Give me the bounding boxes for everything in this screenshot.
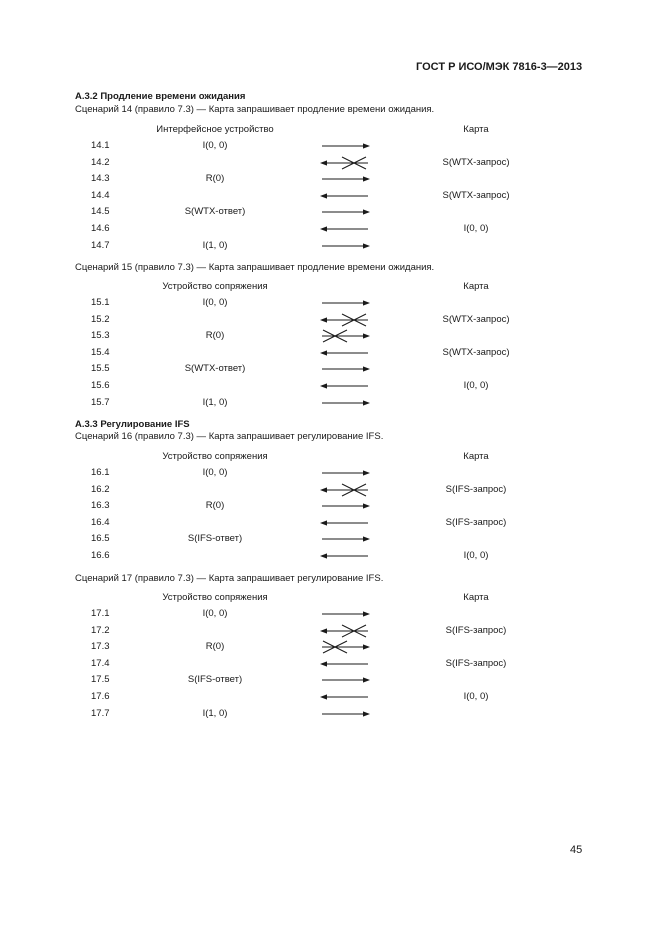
step-number: 14.4 — [91, 189, 110, 201]
step-number: 17.7 — [91, 707, 110, 719]
step-number: 14.6 — [91, 223, 110, 234]
interface-block: I(0, 0) — [202, 467, 228, 478]
scenario-title: Сценарий 14 (правило 7.3) — Карта запрашивает продление времени ожидания. — [75, 104, 435, 115]
interface-block: I(1, 0) — [202, 707, 228, 719]
step-number: 17.2 — [91, 624, 110, 636]
arrow-right-icon — [318, 702, 374, 726]
interface-block: S(IFS-ответ) — [187, 533, 243, 545]
interface-block: I(0, 0) — [202, 608, 228, 619]
scenario-title: Сценарий 15 (правило 7.3) — Карта запрашивает продление времени ожидания. — [75, 262, 435, 273]
step-number: 14.7 — [91, 239, 110, 251]
card-block: I(0, 0) — [463, 691, 489, 702]
step-number: 16.6 — [91, 550, 110, 561]
step-number: 14.5 — [91, 206, 110, 218]
step-number: 14.1 — [91, 140, 110, 151]
card-column-header: Карта — [463, 451, 489, 462]
card-block: S(WTX-запрос) — [442, 313, 510, 325]
step-number: 17.6 — [91, 691, 110, 702]
sequence-row — [0, 397, 661, 413]
card-column-header: Карта — [463, 124, 489, 135]
step-number: 14.2 — [91, 156, 110, 168]
arrow-right-icon — [318, 391, 374, 415]
card-block: I(0, 0) — [463, 223, 489, 234]
interface-block: I(1, 0) — [202, 239, 228, 251]
page-number: 45 — [570, 844, 583, 856]
card-block: I(0, 0) — [463, 550, 489, 561]
step-number: 15.7 — [91, 396, 110, 408]
scenario-title: Сценарий 17 (правило 7.3) — Карта запрашивает регулирование IFS. — [75, 573, 384, 584]
card-block: S(IFS-запрос) — [445, 624, 507, 636]
step-number: 15.3 — [91, 330, 110, 342]
step-number: 15.1 — [91, 297, 110, 308]
section-title: А.3.3 Регулирование IFS — [75, 419, 190, 430]
arrow-right-icon — [318, 234, 374, 258]
interface-block: R(0) — [205, 173, 225, 185]
interface-block: I(1, 0) — [202, 396, 228, 408]
step-number: 17.3 — [91, 641, 110, 653]
interface-column-header: Интерфейсное устройство — [156, 124, 274, 135]
card-block: S(IFS-запрос) — [445, 657, 507, 669]
step-number: 16.2 — [91, 483, 110, 495]
sequence-row — [0, 240, 661, 256]
scenario-title: Сценарий 16 (правило 7.3) — Карта запрашивает регулирование IFS. — [75, 431, 384, 442]
step-number: 16.5 — [91, 533, 110, 545]
step-number: 15.6 — [91, 380, 110, 391]
step-number: 17.5 — [91, 674, 110, 686]
interface-column-header: Устройство сопряжения — [162, 281, 268, 292]
card-block: S(WTX-запрос) — [442, 156, 510, 168]
step-number: 15.2 — [91, 313, 110, 325]
card-block: S(IFS-запрос) — [445, 516, 507, 528]
card-block: S(IFS-запрос) — [445, 483, 507, 495]
interface-column-header: Устройство сопряжения — [162, 451, 268, 462]
step-number: 14.3 — [91, 173, 110, 185]
interface-block: S(WTX-ответ) — [184, 363, 246, 375]
section-title: А.3.2 Продление времени ожидания — [75, 91, 246, 102]
interface-block: S(IFS-ответ) — [187, 674, 243, 686]
card-column-header: Карта — [463, 281, 489, 292]
step-number: 17.4 — [91, 657, 110, 669]
interface-block: R(0) — [205, 641, 225, 653]
arrow-left-icon — [318, 544, 374, 568]
card-block: S(WTX-запрос) — [442, 346, 510, 358]
interface-block: S(WTX-ответ) — [184, 206, 246, 218]
sequence-row — [0, 550, 661, 566]
step-number: 17.1 — [91, 608, 110, 619]
document-id: ГОСТ Р ИСО/МЭК 7816-3—2013 — [416, 61, 583, 73]
interface-block: R(0) — [205, 500, 225, 512]
interface-block: I(0, 0) — [202, 297, 228, 308]
step-number: 16.3 — [91, 500, 110, 512]
step-number: 16.1 — [91, 467, 110, 478]
step-number: 15.5 — [91, 363, 110, 375]
step-number: 16.4 — [91, 516, 110, 528]
card-block: I(0, 0) — [463, 380, 489, 391]
sequence-row — [0, 708, 661, 724]
step-number: 15.4 — [91, 346, 110, 358]
interface-block: R(0) — [205, 330, 225, 342]
interface-block: I(0, 0) — [202, 140, 228, 151]
card-column-header: Карта — [463, 592, 489, 603]
interface-column-header: Устройство сопряжения — [162, 592, 268, 603]
card-block: S(WTX-запрос) — [442, 189, 510, 201]
